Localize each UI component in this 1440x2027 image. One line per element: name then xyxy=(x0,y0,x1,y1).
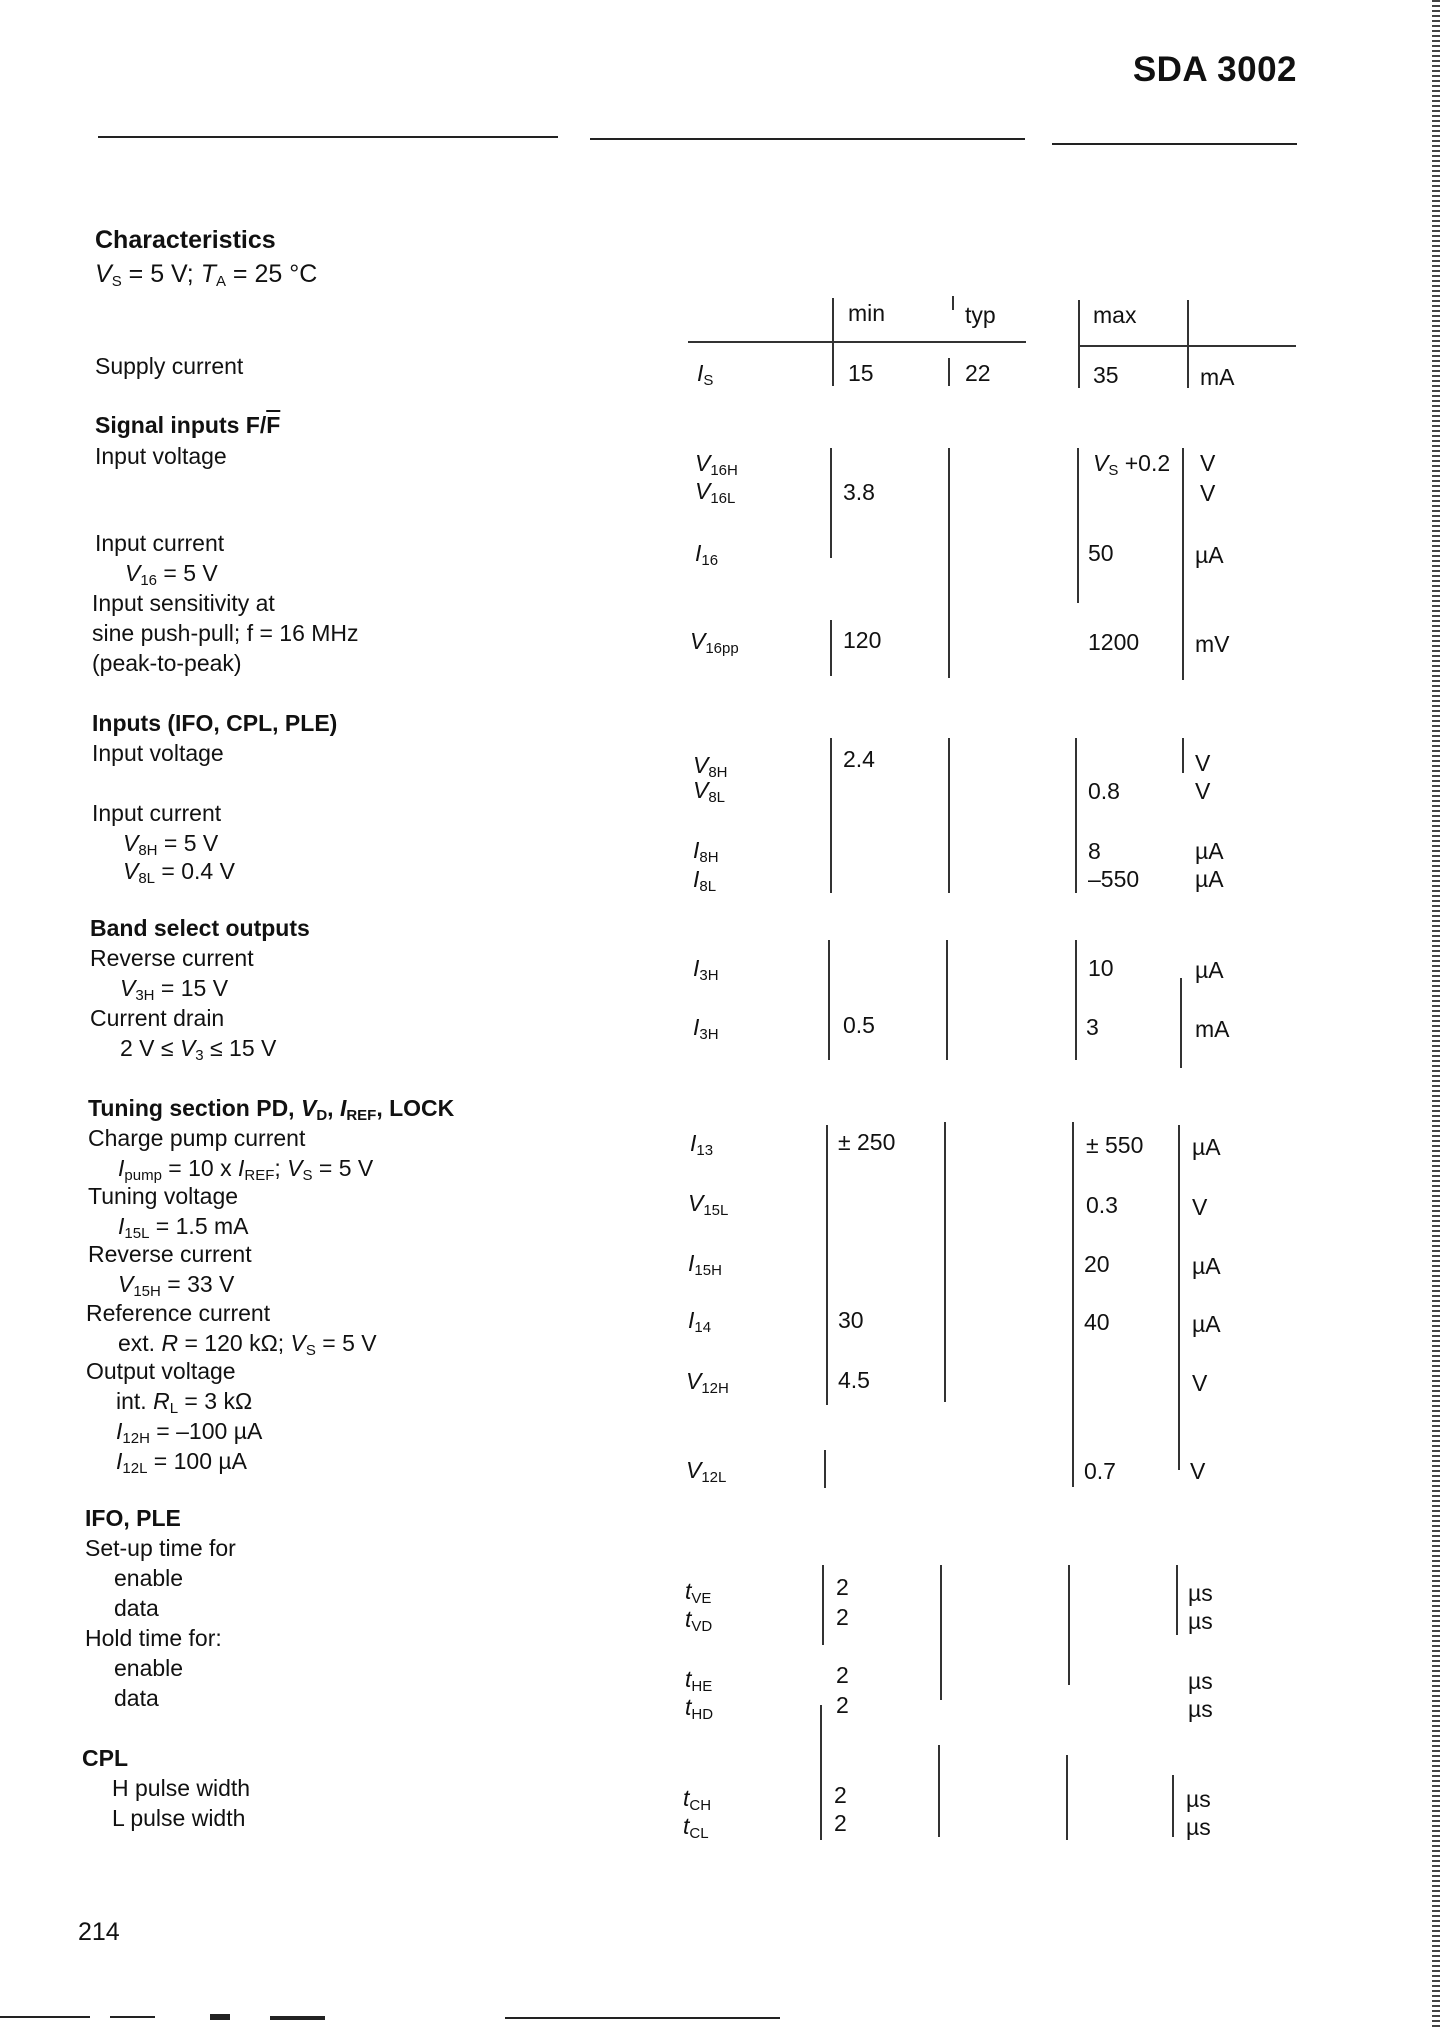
tune-div-min xyxy=(826,1125,828,1405)
sym-v: V xyxy=(688,1190,704,1216)
c-irefsub: REF xyxy=(244,1167,275,1184)
sym-i: I xyxy=(693,955,700,981)
c-vs: V xyxy=(287,1155,303,1181)
sym-sub: 8H xyxy=(699,849,719,866)
max-v: V xyxy=(1093,450,1109,476)
i13-unit: µA xyxy=(1192,1134,1221,1160)
output-voltage-cond3 xyxy=(116,1448,247,1477)
band-div-unit xyxy=(1180,978,1182,1068)
sym-sub: 3H xyxy=(699,967,719,984)
cond-ta-sub: A xyxy=(215,273,226,290)
c-i: I xyxy=(118,1155,125,1181)
sym-sub: 3H xyxy=(699,1026,719,1043)
footer-rule-right xyxy=(505,2017,780,2019)
tune-div-max xyxy=(1072,1122,1074,1487)
c-vsub: S xyxy=(305,1342,316,1359)
sym-v: V xyxy=(695,450,711,476)
footer-rule-left xyxy=(0,2016,90,2018)
cond-v: V xyxy=(125,560,141,586)
tve-min: 2 xyxy=(836,1574,849,1600)
cond-a: 2 V ≤ xyxy=(120,1035,180,1061)
inputs-current-label: Input current xyxy=(92,800,222,826)
c-isub: pump xyxy=(124,1167,162,1184)
v12h-symbol xyxy=(686,1368,729,1397)
v16h-unit: V xyxy=(1200,450,1216,476)
col-divider-unit xyxy=(1187,300,1189,388)
i8h-symbol xyxy=(693,837,719,866)
sym-i: I xyxy=(690,1130,697,1156)
tune-div-typ xyxy=(944,1122,946,1402)
sym-sub: VD xyxy=(691,1618,713,1635)
sym-sub: 8H xyxy=(708,764,728,781)
i14-max: 40 xyxy=(1084,1309,1110,1335)
v12h-min: 4.5 xyxy=(838,1367,870,1393)
v16pp-max: 1200 xyxy=(1088,629,1140,655)
i14-min: 30 xyxy=(838,1307,864,1333)
signal-input-current-label: Input current xyxy=(95,530,225,556)
cond-sub: 8L xyxy=(138,870,156,887)
header-rule-2 xyxy=(590,138,1025,140)
the-min: 2 xyxy=(836,1662,849,1688)
tuning-voltage-condition xyxy=(118,1213,249,1242)
sig-div-typ xyxy=(948,448,950,678)
the-symbol xyxy=(685,1666,712,1695)
supply-typ: 22 xyxy=(965,360,991,386)
sym-sub: 16pp xyxy=(705,640,739,657)
i3h-symbol xyxy=(693,955,719,984)
thd-unit: µs xyxy=(1188,1696,1213,1722)
signal-input-voltage-label: Input voltage xyxy=(95,443,227,469)
footer-mark xyxy=(210,2014,230,2020)
tuning-reverse-condition xyxy=(118,1271,234,1300)
signal-inputs-heading xyxy=(95,412,280,439)
sym-sub: 16 xyxy=(701,552,719,569)
i16-symbol xyxy=(695,540,718,569)
i3h-max: 10 xyxy=(1088,955,1114,981)
sig-div-unit xyxy=(1182,448,1184,680)
sym-t: t xyxy=(685,1666,692,1692)
cond-v: V xyxy=(123,858,139,884)
reference-current-label: Reference current xyxy=(86,1300,271,1326)
sensitivity-line1: Input sensitivity at xyxy=(92,590,275,616)
cond-rest: = 0.4 V xyxy=(155,858,235,884)
v12l-max: 0.7 xyxy=(1084,1458,1116,1484)
v8h-condition xyxy=(123,830,218,859)
v8h-min: 2.4 xyxy=(843,746,875,772)
sym-t: t xyxy=(683,1785,690,1811)
cond-rest: = 15 V xyxy=(154,975,229,1001)
tve-unit: µs xyxy=(1188,1580,1213,1606)
page-number: 214 xyxy=(78,1918,120,1946)
test-conditions xyxy=(95,260,317,290)
cond-ta: T xyxy=(200,260,216,288)
c-rsub: L xyxy=(169,1400,179,1417)
sym-sub: 12L xyxy=(701,1469,727,1486)
i8l-symbol xyxy=(693,866,716,895)
tuning-heading xyxy=(88,1095,454,1124)
sym-sub: 8L xyxy=(708,789,726,806)
v16pp-min: 120 xyxy=(843,627,882,653)
output-voltage-label: Output voltage xyxy=(86,1358,236,1384)
tune-div-unit xyxy=(1178,1125,1180,1470)
sym-i: I xyxy=(693,837,700,863)
output-voltage-cond2 xyxy=(116,1418,262,1447)
section-title: Characteristics xyxy=(95,226,276,254)
sym-i: I xyxy=(697,360,704,386)
sensitivity-line2: sine push-pull; f = 16 MHz xyxy=(92,620,359,646)
header-rule-1 xyxy=(98,136,558,138)
i15h-unit: µA xyxy=(1192,1253,1221,1279)
tvd-min: 2 xyxy=(836,1604,849,1630)
c-a: = 10 x xyxy=(161,1155,238,1181)
sym-sub: S xyxy=(703,372,714,389)
sym-t: t xyxy=(683,1813,690,1839)
th-v: V xyxy=(300,1095,317,1121)
c-rest: = 1.5 mA xyxy=(149,1213,249,1239)
sym-sub: 15L xyxy=(703,1202,729,1219)
th-a: Tuning section PD, xyxy=(88,1095,301,1121)
sym-sub: CL xyxy=(689,1825,709,1842)
c-rest: = –100 µA xyxy=(149,1418,263,1444)
cond-vs: V xyxy=(95,260,112,288)
v16-condition xyxy=(125,560,218,589)
v15l-unit: V xyxy=(1192,1194,1208,1220)
c-sub: 12H xyxy=(122,1430,150,1447)
tcl-unit: µs xyxy=(1186,1814,1211,1840)
cond-v: V xyxy=(179,1035,196,1061)
c-sub: 15L xyxy=(124,1225,150,1242)
cond-vs-sub: S xyxy=(111,273,122,290)
h-pulse-label: H pulse width xyxy=(112,1775,251,1801)
i16-max: 50 xyxy=(1088,540,1114,566)
charge-pump-condition xyxy=(118,1155,373,1184)
cond-sub: 8H xyxy=(138,842,158,859)
setup-data-label: data xyxy=(114,1595,159,1621)
thd-min: 2 xyxy=(836,1692,849,1718)
output-voltage-cond1 xyxy=(116,1388,252,1417)
band-select-heading: Band select outputs xyxy=(90,915,310,941)
document-title: SDA 3002 xyxy=(1132,50,1297,89)
signal-heading-text: Signal inputs F/ xyxy=(95,412,267,438)
c-b: ; xyxy=(274,1155,288,1181)
ifo-div-max xyxy=(1068,1565,1070,1685)
v16l-unit: V xyxy=(1200,480,1216,506)
supply-min: 15 xyxy=(848,360,874,386)
charge-pump-label: Charge pump current xyxy=(88,1125,306,1151)
i8h-unit: µA xyxy=(1195,838,1224,864)
v15l-symbol xyxy=(688,1190,728,1219)
v12l-symbol xyxy=(686,1457,726,1486)
sym-i: I xyxy=(688,1307,695,1333)
band-reverse-current-label: Reverse current xyxy=(90,945,254,971)
v16pp-unit: mV xyxy=(1195,631,1230,657)
sym-v: V xyxy=(693,752,709,778)
ifo-div-min-2 xyxy=(820,1705,822,1840)
c-c: = 5 V xyxy=(312,1155,374,1181)
cond-b: ≤ 15 V xyxy=(203,1035,277,1061)
sig-div-max xyxy=(1077,448,1079,603)
v16l-symbol xyxy=(695,478,735,507)
tch-min: 2 xyxy=(834,1782,847,1808)
ifo-ple-heading: IFO, PLE xyxy=(85,1505,181,1531)
sym-sub: CH xyxy=(689,1797,712,1814)
c-sub: 15H xyxy=(133,1283,161,1300)
supply-max: 35 xyxy=(1093,362,1119,388)
sym-sub: 12H xyxy=(701,1380,729,1397)
c-iref: I xyxy=(238,1155,245,1181)
v8l-symbol xyxy=(693,777,725,806)
cond-sub: 3H xyxy=(135,987,155,1004)
c-c: = 5 V xyxy=(315,1330,377,1356)
th-c: , xyxy=(327,1095,340,1121)
i3h-drain-max: 3 xyxy=(1086,1014,1099,1040)
sym-sub: 16L xyxy=(710,490,736,507)
i16-unit: µA xyxy=(1195,542,1224,568)
v12l-unit: V xyxy=(1190,1458,1206,1484)
l-pulse-label: L pulse width xyxy=(112,1805,246,1831)
c-b: = 3 kΩ xyxy=(178,1388,253,1414)
inputs-voltage-label: Input voltage xyxy=(92,740,224,766)
cpl-div-unit xyxy=(1172,1775,1174,1837)
tvd-unit: µs xyxy=(1188,1608,1213,1634)
v16pp-symbol xyxy=(690,628,739,657)
cond-rest: = 5 V xyxy=(157,560,218,586)
i13-min: ± 250 xyxy=(838,1129,896,1155)
ifo-div-min xyxy=(822,1565,824,1645)
hold-data-label: data xyxy=(114,1685,159,1711)
v15l-max: 0.3 xyxy=(1086,1192,1118,1218)
setup-enable-label: enable xyxy=(114,1565,184,1591)
i3h-drain-unit: mA xyxy=(1195,1016,1230,1042)
edge-scan-strip xyxy=(1432,0,1440,2027)
cond-eq1: = 5 V; xyxy=(121,260,201,288)
i3h-unit: µA xyxy=(1195,957,1224,983)
sym-i: I xyxy=(688,1250,695,1276)
c-r: R xyxy=(161,1330,179,1356)
tch-unit: µs xyxy=(1186,1786,1211,1812)
c-rest: = 100 µA xyxy=(147,1448,247,1474)
tuning-voltage-label: Tuning voltage xyxy=(88,1183,239,1209)
supply-symbol xyxy=(697,360,713,389)
sensitivity-line3: (peak-to-peak) xyxy=(92,650,242,676)
footer-rule-mid xyxy=(110,2016,155,2018)
c-v: V xyxy=(290,1330,306,1356)
sym-i: I xyxy=(695,540,702,566)
c-a: ext. xyxy=(118,1330,162,1356)
col-header-min: min xyxy=(848,300,886,326)
i8l-unit: µA xyxy=(1195,866,1224,892)
sym-t: t xyxy=(685,1694,692,1720)
i8l-max: –550 xyxy=(1088,866,1140,892)
c-vssub: S xyxy=(302,1167,313,1184)
inp-div-max xyxy=(1075,738,1077,893)
ifo-div-typ xyxy=(940,1565,942,1700)
cond-sub: 16 xyxy=(140,572,158,589)
th-vsub: D xyxy=(316,1107,328,1124)
band-div-max xyxy=(1075,940,1077,1060)
v8l-max: 0.8 xyxy=(1088,778,1120,804)
inp-div-unit xyxy=(1182,738,1184,773)
v12h-unit: V xyxy=(1192,1370,1208,1396)
sym-t: t xyxy=(685,1606,692,1632)
v8h-unit: V xyxy=(1195,750,1211,776)
sym-v: V xyxy=(686,1368,702,1394)
col-divider-typ xyxy=(952,296,954,310)
sym-sub: VE xyxy=(691,1590,712,1607)
c-b: = 120 kΩ; xyxy=(178,1330,291,1356)
i13-max: ± 550 xyxy=(1086,1132,1144,1158)
i14-symbol xyxy=(688,1307,711,1336)
sym-v: V xyxy=(693,777,709,803)
i3h-drain-min: 0.5 xyxy=(843,1012,875,1038)
th-i: I xyxy=(339,1095,347,1121)
sym-i: I xyxy=(693,866,700,892)
i14-unit: µA xyxy=(1192,1311,1221,1337)
i15h-max: 20 xyxy=(1084,1251,1110,1277)
max-rest: +0.2 xyxy=(1118,450,1171,476)
cpl-div-typ xyxy=(938,1745,940,1837)
setup-time-label: Set-up time for xyxy=(85,1535,236,1561)
sym-sub: HD xyxy=(691,1706,714,1723)
c-a: int. xyxy=(116,1388,154,1414)
v8l-unit: V xyxy=(1195,778,1211,804)
v3h-condition xyxy=(120,975,228,1004)
the-unit: µs xyxy=(1188,1668,1213,1694)
tvd-symbol xyxy=(685,1606,712,1635)
sym-v: V xyxy=(690,628,706,654)
cond-v: V xyxy=(123,830,139,856)
col-divider-max xyxy=(1078,300,1080,388)
sym-v: V xyxy=(686,1457,702,1483)
tcl-min: 2 xyxy=(834,1810,847,1836)
footer-mark-2 xyxy=(270,2016,325,2020)
tve-symbol xyxy=(685,1578,711,1607)
i8h-max: 8 xyxy=(1088,838,1101,864)
i13-symbol xyxy=(690,1130,713,1159)
band-div-typ xyxy=(946,940,948,1060)
tune-div-min-2 xyxy=(824,1450,826,1488)
ifo-div-unit xyxy=(1176,1565,1178,1635)
sig-div-min xyxy=(830,448,832,558)
v16h-symbol xyxy=(695,450,738,479)
col-divider-min xyxy=(832,298,834,386)
sym-sub: 8L xyxy=(699,878,717,895)
sym-t: t xyxy=(685,1578,692,1604)
cond-sub: 3 xyxy=(195,1047,204,1064)
c-sub: 12L xyxy=(122,1460,148,1477)
signal-heading-bar: $\overline{F}$ xyxy=(266,412,281,438)
sig-div-min-2 xyxy=(830,620,832,676)
v8l-condition xyxy=(123,858,235,887)
cpl-div-max xyxy=(1066,1755,1068,1840)
sym-i: I xyxy=(693,1014,700,1040)
typ-divider-supply xyxy=(948,358,950,386)
v16l-min: 3.8 xyxy=(843,479,875,505)
sym-sub: 13 xyxy=(696,1142,714,1159)
tuning-reverse-current-label: Reverse current xyxy=(88,1241,252,1267)
supply-current-label: Supply current xyxy=(95,353,244,379)
tcl-symbol xyxy=(683,1813,709,1842)
inputs-heading: Inputs (IFO, CPL, PLE) xyxy=(92,710,338,736)
c-r: R xyxy=(153,1388,170,1414)
c-i: I xyxy=(116,1448,123,1474)
max-sub: S xyxy=(1108,462,1119,479)
sym-sub: 14 xyxy=(694,1319,712,1336)
cpl-heading: CPL xyxy=(82,1745,128,1771)
inp-div-typ xyxy=(948,738,950,893)
col-header-max: max xyxy=(1093,302,1137,328)
th-d: , LOCK xyxy=(376,1095,455,1121)
reference-current-condition xyxy=(118,1330,377,1359)
cond-eq2: = 25 °C xyxy=(225,260,318,288)
i15h-symbol xyxy=(688,1250,722,1279)
sym-sub: 15H xyxy=(694,1262,722,1279)
inp-div-min xyxy=(830,738,832,893)
cond-rest: = 5 V xyxy=(157,830,219,856)
sym-sub: HE xyxy=(691,1678,713,1695)
band-current-drain-label: Current drain xyxy=(90,1005,225,1031)
c-i: I xyxy=(118,1213,125,1239)
v16h-max xyxy=(1093,450,1170,479)
sym-v: V xyxy=(695,478,711,504)
i3h-drain-symbol xyxy=(693,1014,719,1043)
header-rule-3 xyxy=(1052,143,1297,145)
col-header-typ: typ xyxy=(965,302,996,328)
th-isub: REF xyxy=(346,1107,377,1124)
band-div-min xyxy=(828,940,830,1060)
supply-unit: mA xyxy=(1200,364,1235,390)
v3-condition xyxy=(120,1035,276,1064)
c-v: V xyxy=(118,1271,134,1297)
header-underline-left xyxy=(688,341,1026,343)
c-rest: = 33 V xyxy=(160,1271,235,1297)
cond-v: V xyxy=(120,975,136,1001)
tch-symbol xyxy=(683,1785,711,1814)
thd-symbol xyxy=(685,1694,713,1723)
hold-enable-label: enable xyxy=(114,1655,184,1681)
sym-sub: 16H xyxy=(710,462,738,479)
c-i: I xyxy=(116,1418,123,1444)
hold-time-label: Hold time for: xyxy=(85,1625,222,1651)
